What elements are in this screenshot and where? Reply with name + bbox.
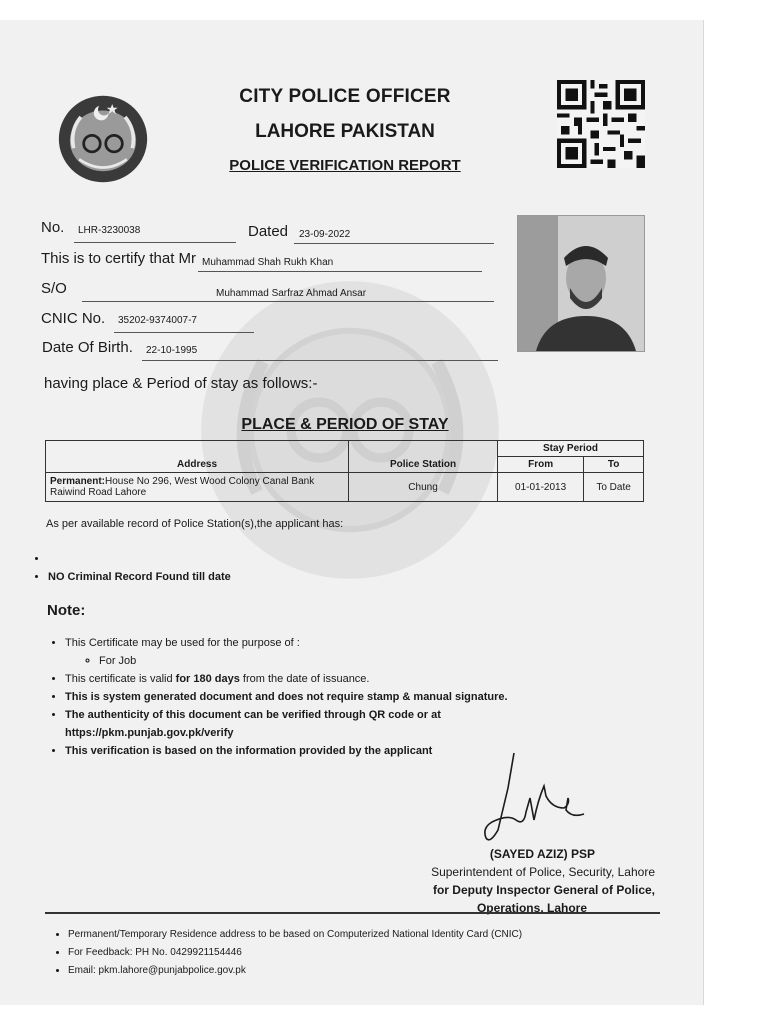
footer-list xyxy=(50,926,522,980)
cnic-label: CNIC No. xyxy=(41,310,106,327)
record-list xyxy=(30,550,231,586)
signatory-for-line: for Deputy Inspector General of Police, xyxy=(432,883,655,897)
stay-table-header-row xyxy=(46,441,644,457)
to-cell: To Date xyxy=(584,473,644,502)
footer-divider xyxy=(45,912,660,914)
notes-list xyxy=(47,634,585,760)
signatory-designation: Superintendent of Police, Security, Lahore xyxy=(431,865,655,879)
punjab-police-logo xyxy=(55,93,151,185)
so-label: S/O xyxy=(41,280,67,297)
applicant-photo xyxy=(517,215,645,352)
note-item: • This is system generated document and does not require stamp & manual signature. xyxy=(65,688,585,706)
dob-value: 22-10-1995 xyxy=(146,345,198,356)
signatory-name: (SAYED AZIZ) PSP xyxy=(489,847,595,861)
dated-label: Dated xyxy=(248,223,289,240)
to-header: To xyxy=(584,457,644,473)
office-location: LAHORE PAKISTAN xyxy=(255,121,435,142)
address-header: Address xyxy=(46,441,349,473)
father-name-value: Muhammad Sarfraz Ahmad Ansar xyxy=(216,288,367,299)
no-value: LHR-3230038 xyxy=(78,225,141,236)
note-item xyxy=(65,634,585,670)
cnic-underline xyxy=(114,332,254,333)
address-cell xyxy=(46,473,349,502)
note-validity-days: for 180 days xyxy=(175,673,240,685)
note-purpose-job: ◦ For Job xyxy=(99,652,585,670)
record-intro: As per available record of Police Station(s),the applicant has: xyxy=(46,518,344,530)
certify-label: This is to certify that Mr xyxy=(41,250,197,267)
note-item: • This verification is based on the information provided by the applicant xyxy=(65,742,585,760)
table-row xyxy=(46,473,644,502)
stay-table xyxy=(45,440,644,502)
dob-underline xyxy=(142,360,498,361)
note-item xyxy=(65,670,585,688)
name-underline xyxy=(198,271,482,272)
no-underline xyxy=(74,242,236,243)
handwritten-signature xyxy=(468,748,588,848)
footer-item-feedback: • For Feedback: PH No. 0429921154446 xyxy=(68,944,522,962)
signatory-office: Operations, Lahore xyxy=(476,901,587,915)
dob-label: Date Of Birth. xyxy=(42,339,133,356)
police-station-cell: Chung xyxy=(349,473,498,502)
stay-period-header: Stay Period xyxy=(498,441,644,457)
police-station-header: Police Station xyxy=(349,441,498,473)
notes-heading: Note: xyxy=(47,602,86,619)
note-validity-post: from the date of issuance. xyxy=(239,673,370,685)
from-header: From xyxy=(498,457,584,473)
footer-item-residence: • Permanent/Temporary Residence address to be based on Computerized National Identity Card (CNIC) xyxy=(68,926,522,944)
cnic-value: 35202-9374007-7 xyxy=(118,315,197,326)
record-finding: • NO Criminal Record Found till date xyxy=(48,568,231,586)
note-item: • The authenticity of this document can be verified through QR code or at https://pkm.punjab.gov.pk/verify xyxy=(65,706,585,742)
person-silhouette-icon xyxy=(518,216,644,351)
no-label: No. xyxy=(41,219,65,236)
note-validity-pre: This certificate is valid xyxy=(65,673,176,685)
address-type: Permanent: xyxy=(50,476,106,487)
note-purpose: This Certificate may be used for the purpose of : xyxy=(65,637,300,649)
office-title: CITY POLICE OFFICER xyxy=(239,86,451,107)
verification-qr-code[interactable] xyxy=(557,80,645,168)
from-cell: 01-01-2013 xyxy=(498,473,584,502)
stay-section-title: PLACE & PERIOD OF STAY xyxy=(241,416,449,433)
address-text: House No 296, West Wood Colony Canal Bank Raiwind Road Lahore xyxy=(50,476,315,498)
father-underline xyxy=(82,301,494,302)
report-title: POLICE VERIFICATION REPORT xyxy=(229,157,461,174)
signatory-block xyxy=(380,845,655,917)
stay-intro: having place & Period of stay as follows:- xyxy=(44,375,318,392)
dated-underline xyxy=(294,243,494,244)
footer-item-email[interactable]: • Email: pkm.lahore@punjabpolice.gov.pk xyxy=(68,962,522,980)
name-value: Muhammad Shah Rukh Khan xyxy=(202,257,334,268)
dated-value: 23-09-2022 xyxy=(299,229,351,240)
list-item xyxy=(48,550,231,568)
